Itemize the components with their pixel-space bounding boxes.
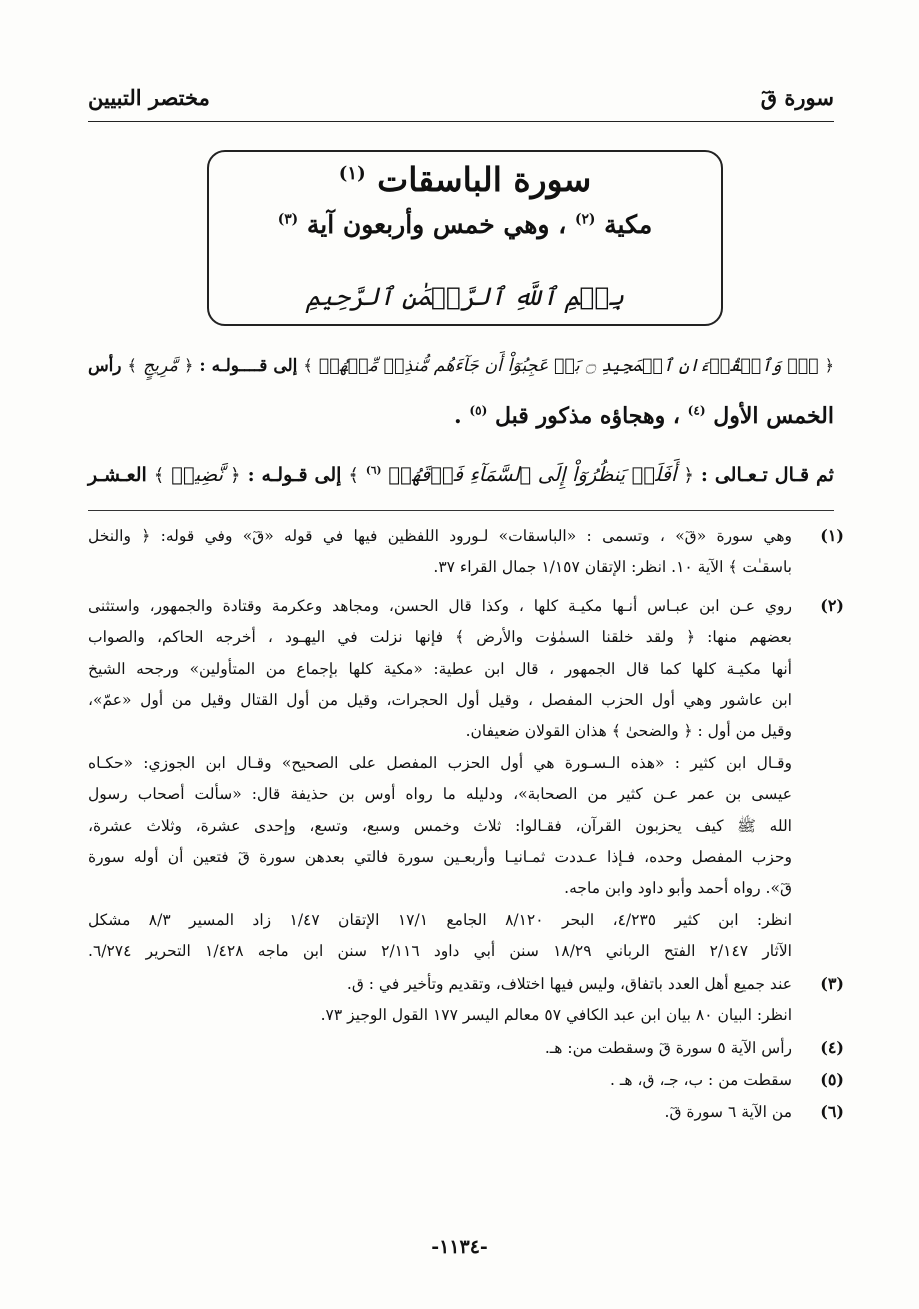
quran-bracket-open: ﴿: [230, 465, 241, 486]
quran-bracket-open: ﴿: [183, 356, 194, 375]
verse-count: ، وهي خمس وأربعون آية: [306, 210, 567, 239]
footnote-number: (٦): [820, 1102, 844, 1121]
footnote-line: رأس الآية ٥ سورة قٓ وسقطت من: هـ.: [544, 1039, 792, 1057]
page-number: -١١٣٤-: [431, 1236, 488, 1258]
quran-verse-2: أَفَلَمۡ يَنظُرُوٓاْ إِلَى ٱلسَّمَآءِ فَوۡقَهُمۡ: [388, 463, 677, 486]
footnote-line: وهي سورة «قٓ» ، وتسمى : «الباسقات» لـورود اللفظين فيها في قوله «قٓ» وفي قوله: ﴿ والنخل: [88, 527, 792, 545]
main-text-line-3: [88, 463, 834, 486]
footnotes: [88, 520, 844, 1185]
running-header: [88, 85, 834, 119]
quran-word: نَّضِيدٞ: [171, 463, 224, 486]
footnote-line: روي عـن ابن عبـاس أنـها مكيـة كلها ، وكذا قال الحسن، ومجاهد وعكرمة وقتادة والجمهور، واستثنى: [88, 597, 792, 615]
footnote-line: باسقـٰت ﴾ الآية ١٠. انظر: الإتقان ١/١٥٧ جمال القراء ٣٧.: [433, 558, 792, 576]
footnote-line: انظر: ابن كثير ٤/٢٣٥، البحر ٨/١٢٠ الجامع ١٧/١ الإتقان ١/٤٧ زاد المسير ٨/٣ مشكل: [88, 911, 792, 929]
quran-bracket-close: ﴾: [127, 356, 137, 375]
main-text: .: [454, 403, 462, 429]
footnote-ref-5: (٥): [469, 403, 488, 418]
basmala: بِسۡمِ ٱللَّهِ ٱلرَّحۡمَٰنِ ٱلرَّحِيمِ: [305, 282, 625, 311]
main-text: الخمس الأول: [713, 403, 834, 429]
surah-running-title: سورة قٓ: [760, 85, 834, 110]
footnote-line: وحزب المفصل وحده، فـإذا عـددت ثمـانيـا وأربعـين سورة فالتي بعدهن سورة قٓ فتعين أن أوله سورة: [88, 848, 792, 866]
quran-bracket-open: ﴿: [824, 356, 835, 375]
footnote-line: بعضهم منها: ﴿ ولقد خلقنا السمٰوٰت والأرض ﴾ فإنها نزلت في اليهـود ، أخرجه الحاكم، والصواب: [88, 628, 792, 646]
footnote-separator: [88, 510, 834, 511]
footnote-line: عند جميع أهل العدد باتفاق، وليس فيها اختلاف، وتقديم وتأخير في : ق.: [346, 975, 792, 993]
main-text: رأس: [88, 355, 122, 375]
quran-bracket-close: ﴾: [303, 356, 313, 375]
footnote-number: (٥): [820, 1070, 844, 1089]
footnote-ref-1: (١): [338, 163, 366, 184]
footnote-ref-2: (٢): [575, 211, 596, 228]
book-running-title: مختصر التبيين: [88, 85, 210, 110]
main-text: العـشـر: [88, 464, 147, 486]
footnote-line: ابن عاشور وهي أول الحزب المفصل ، وقيل أول الحجرات، وقيل من أول القتال وقيل من أول «عمّ»،: [88, 691, 792, 709]
footnote-ref-3: (٣): [277, 211, 299, 228]
footnote-line: من الآية ٦ سورة قٓ.: [664, 1103, 792, 1121]
footnote-number: (٣): [820, 974, 844, 993]
surah-info: [209, 210, 721, 239]
quran-bracket-open: ﴿: [683, 465, 694, 486]
footnote-line: وقيل من أول : ﴿ والضحىٰ ﴾ هذان القولان ضعيفان.: [465, 722, 792, 740]
main-text: إلى قــــولـه :: [199, 355, 298, 375]
footnote-number: (١): [820, 526, 844, 545]
main-text: ، وهجاؤه مذكور قبل: [494, 403, 680, 429]
footnote-line: الآثار ٢/١٤٧ الفتح الرباني ١٨/٢٩ سنن أبي داود ٢/١١٦ سنن ابن ماجه ١/٤٢٨ التحرير ٦/٢٧٤.: [88, 942, 792, 960]
main-text: إلى قـولـه :: [247, 464, 342, 486]
footnote-number: (٢): [820, 596, 844, 615]
header-rule: [88, 121, 834, 122]
footnote-line: الله ﷺ كيف يحزبون القرآن، فقـالوا: ثلاث وخمس وسبع، وتسع، وإحدى عشرة، وثلاث عشرة،: [88, 817, 792, 835]
footnote-line: وقـال ابن كثير : «هذه الـسـورة هي أول الحزب المفصل على الصحيح» وقـال ابن الجوزي: «حكـاه: [88, 754, 792, 772]
surah-title-box: [207, 150, 723, 326]
footnote-ref-4: (٤): [687, 403, 706, 418]
quran-bracket-close: ﴾: [153, 465, 165, 486]
footnote-line: عيسى بن عمر عـن كثير من الصحابة»، ودليله ما رواه أوس بن حذيفة قال: «سألت أصحاب رسول: [88, 785, 792, 803]
quran-bracket-close: ﴾: [348, 465, 359, 486]
quran-word: مَّرِيجٍ: [142, 356, 178, 376]
footnote-number: (٤): [820, 1038, 844, 1057]
main-text: ثم قـال تـعـالى :: [700, 464, 834, 486]
footnote-line: سقطت من : ب، جـ، ق، هـ .: [610, 1071, 792, 1089]
surah-name: [209, 160, 721, 199]
quran-verse-1: قٓۚ وَٱلۡقُرۡءَانِ ٱلۡمَجِيدِ ۝ بَلۡ عَجِبُوٓاْ أَن جَآءَهُم مُّنذِرٞ مِّنۡهُمۡ: [318, 356, 819, 376]
footnote-line: أنها مكيـة كلها كما قال الجمهور ، قال ابن عطية: «مكية كلها بإجماع من المتأولين» ورجحه الشيخ: [88, 660, 792, 678]
footnote-line: انظر: البيان ٨٠ بيان ابن عبد الكافي ٥٧ معالم اليسر ١٧٧ القول الوجيز ٧٣.: [320, 1006, 792, 1024]
footnote-ref-6: (٦): [365, 464, 382, 477]
main-text-line-1: [88, 355, 834, 376]
footnote-line: قٓ». رواه أحمد وأبو داود وابن ماجه.: [564, 879, 792, 897]
surah-name-text: سورة الباسقات: [377, 160, 592, 199]
main-text-line-2: [88, 403, 834, 429]
surah-type: مكية: [604, 210, 653, 239]
